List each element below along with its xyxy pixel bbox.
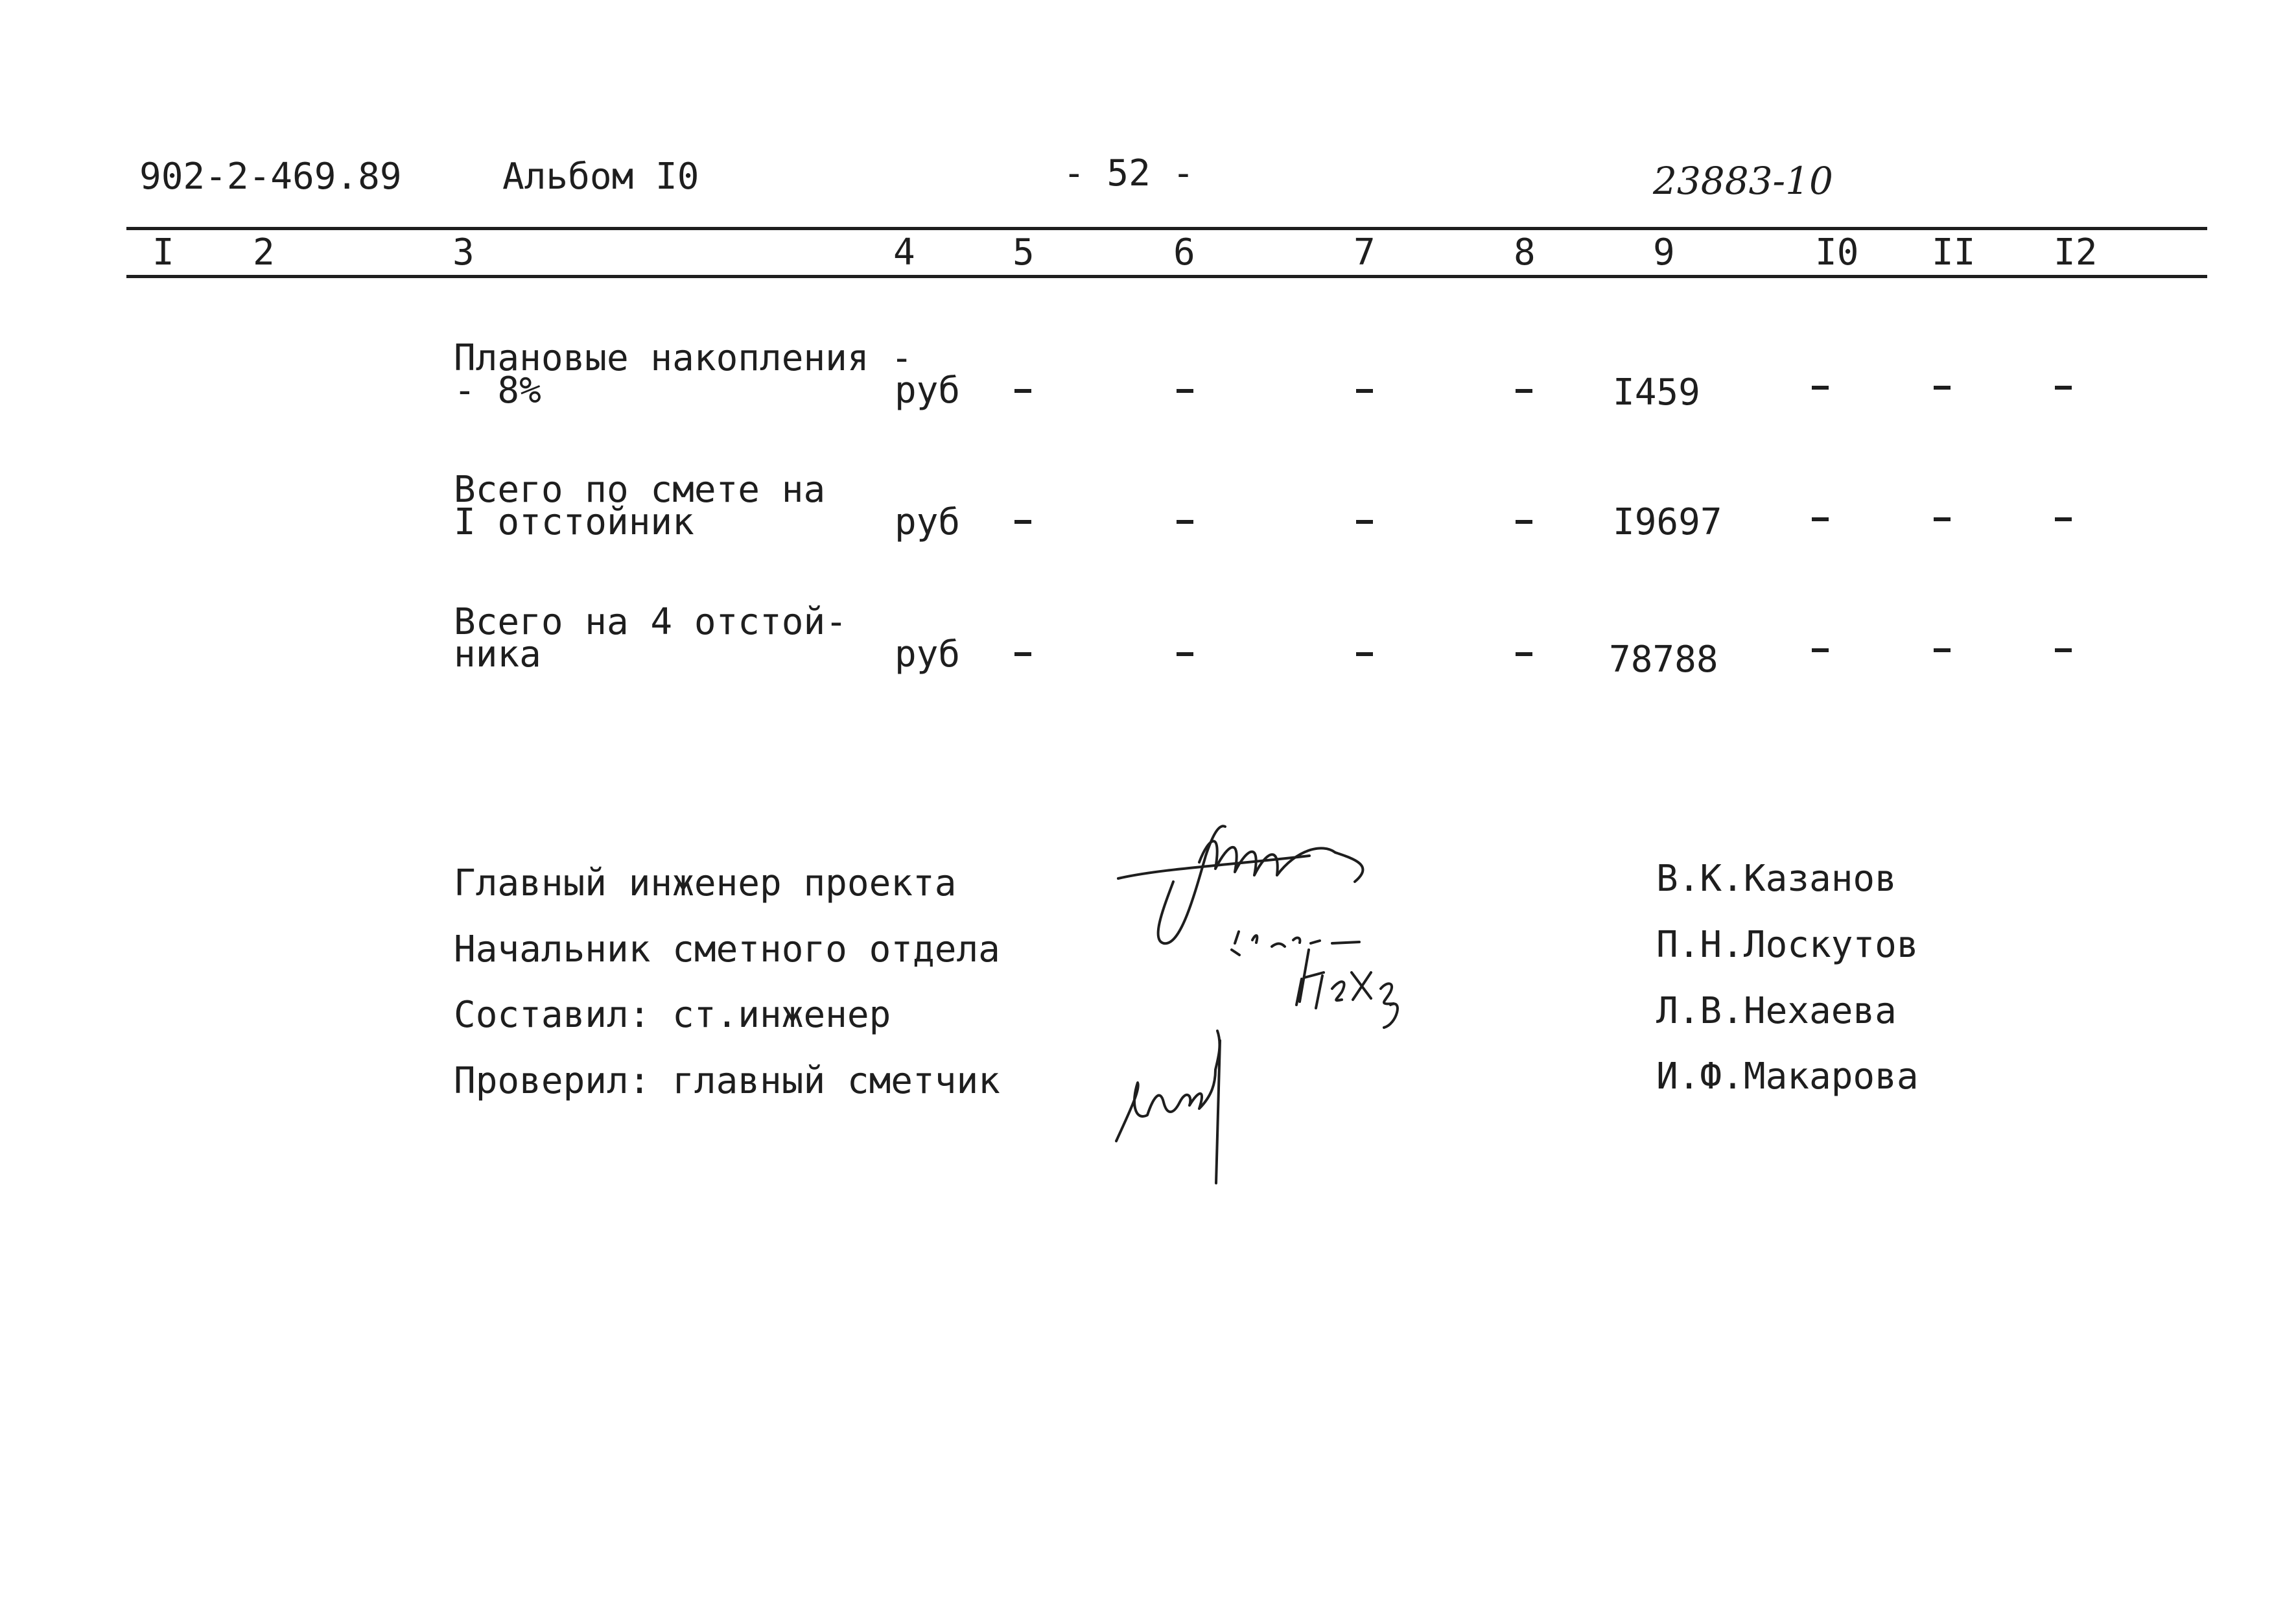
row-unit: руб — [895, 370, 961, 412]
row-dash-col10 — [1812, 517, 1829, 521]
row-dash-col8 — [1516, 520, 1532, 524]
row-dash-col11 — [1934, 386, 1951, 390]
handwritten-mark-text — [1303, 976, 1408, 1016]
row-dash-col11 — [1934, 517, 1951, 521]
row-value-col9: I9697 — [1613, 501, 1722, 543]
column-header-12: I2 — [2054, 231, 2098, 274]
document-code: 902-2-469.89 — [139, 156, 402, 198]
row-dash-col6 — [1177, 389, 1193, 393]
date-scribble — [1232, 932, 1359, 955]
inventory-number: 23883-10 — [1653, 159, 1833, 203]
column-header-8: 8 — [1514, 231, 1536, 274]
row-name-line1: Всего на 4 отстой- — [454, 601, 847, 643]
signature-name: В.К.Казанов — [1656, 858, 1897, 900]
row-dash-col10 — [1812, 648, 1829, 652]
column-header-7: 7 — [1353, 231, 1376, 274]
row-dash-col7 — [1356, 520, 1373, 524]
column-header-5: 5 — [1013, 231, 1035, 274]
row-name-line2: I отстойник — [454, 501, 694, 543]
signature-role: Составил: ст.инженер — [454, 994, 891, 1036]
signature-name: П.Н.Лоскутов — [1656, 924, 1919, 966]
signature-stroke — [1118, 856, 1309, 878]
column-header-10: I0 — [1815, 231, 1859, 274]
column-header-2: 2 — [253, 231, 275, 274]
row-dash-col6 — [1177, 520, 1193, 524]
row-dash-col11 — [1934, 648, 1951, 652]
signature-role: Главный инженер проекта — [454, 862, 957, 904]
column-header-1: I — [152, 231, 174, 274]
row-unit: руб — [895, 501, 961, 543]
signature-stroke — [1116, 1031, 1219, 1141]
column-header-4: 4 — [893, 231, 915, 274]
row-dash-col6 — [1177, 652, 1193, 656]
column-header-11: II — [1932, 231, 1976, 274]
row-name-line2: - 8% — [454, 370, 541, 412]
row-dash-col12 — [2055, 648, 2072, 652]
signature-name: Л.В.Нехаева — [1656, 990, 1897, 1032]
row-dash-col5 — [1014, 652, 1031, 656]
row-dash-col10 — [1812, 386, 1829, 390]
row-dash-col5 — [1014, 389, 1031, 393]
row-value-col9: 78788 — [1609, 639, 1718, 681]
column-header-9: 9 — [1653, 231, 1675, 274]
signature-role: Проверил: главный сметчик — [454, 1060, 1000, 1102]
signature-name: И.Ф.Макарова — [1656, 1055, 1919, 1098]
row-name-line1: Плановые накопления - — [454, 337, 913, 379]
row-value-col9: I459 — [1613, 371, 1700, 414]
signature-stroke — [1199, 841, 1335, 876]
row-dash-col8 — [1516, 652, 1532, 656]
row-dash-col7 — [1356, 652, 1373, 656]
table-top-rule — [126, 227, 2207, 230]
table-header-bottom-rule — [126, 275, 2207, 278]
row-dash-col5 — [1014, 520, 1031, 524]
row-name-line2: ника — [454, 633, 541, 676]
row-dash-col7 — [1356, 389, 1373, 393]
signature-role: Начальник сметного отдела — [454, 928, 1000, 971]
row-dash-col12 — [2055, 386, 2072, 390]
signature-stroke — [1335, 853, 1363, 882]
row-dash-col12 — [2055, 517, 2072, 521]
row-name-line1: Всего по смете на — [454, 469, 826, 511]
row-unit: руб — [895, 633, 961, 676]
column-header-3: 3 — [452, 231, 475, 274]
column-header-6: 6 — [1173, 231, 1195, 274]
page-number: - 52 - — [1063, 152, 1195, 194]
row-dash-col8 — [1516, 389, 1532, 393]
album-label: Альбом I0 — [502, 156, 699, 198]
